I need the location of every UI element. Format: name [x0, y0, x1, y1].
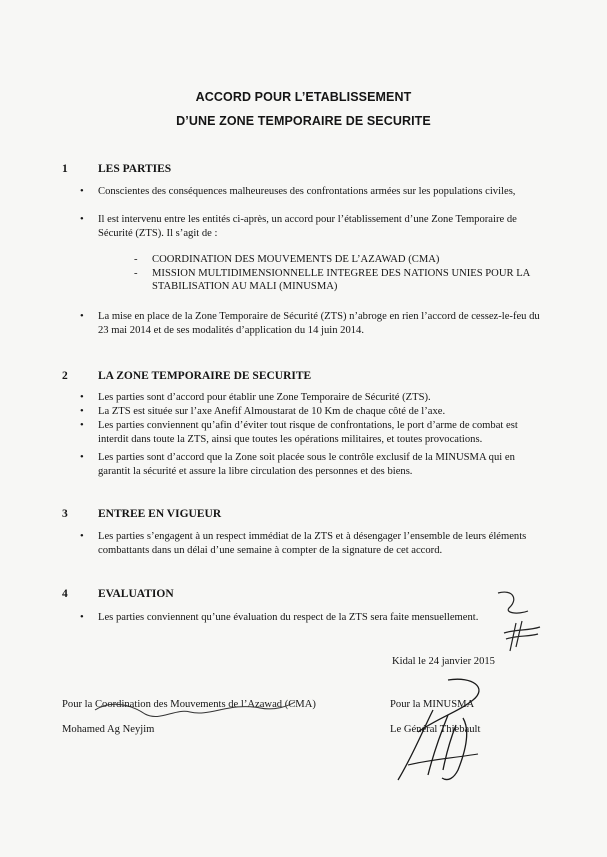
section-1-heading: LES PARTIES — [98, 163, 172, 175]
section-4-number: 4 — [62, 588, 68, 600]
place-date: Kidal le 24 janvier 2015 — [392, 656, 495, 667]
section-2-bullet-2: • La ZTS est située sur l’axe Anefif Almoustarat de 10 Km de chaque côté de l’axe. — [98, 405, 543, 419]
left-signature-mark — [90, 690, 300, 730]
section-1-bullet-2: • Il est intervenu entre les entités ci-après, un accord pour l’établissement d’une Zone Temporaire de Sécurité (ZTS). Il s’agit de : — [98, 213, 543, 241]
section-2-bullet-4: • Les parties sont d’accord que la Zone soit placée sous le contrôle exclusif de la MINUSMA qui en garantit la sécurité et assure la libre circulation des personnes et des biens. — [98, 451, 543, 479]
section-4-heading: EVALUATION — [98, 588, 174, 600]
section-4-bullet-1: • Les parties conviennent qu’une évaluation du respect de la ZTS sera faite mensuellement. — [98, 611, 543, 625]
initials-signature-mark — [488, 585, 548, 655]
section-2-heading: LA ZONE TEMPORAIRE DE SECURITE — [98, 370, 312, 382]
section-1-number: 1 — [62, 163, 68, 175]
section-2-number: 2 — [62, 370, 68, 382]
document-title-line-2: D’UNE ZONE TEMPORAIRE DE SECURITE — [176, 114, 431, 128]
section-3-bullet-1: • Les parties s’engagent à un respect immédiat de la ZTS et à désengager l’ensemble de leurs éléments combattants dans un délai d’une semaine à compter de la signature de cet accord. — [98, 530, 543, 558]
section-1-bullet-3: • La mise en place de la Zone Temporaire de Sécurité (ZTS) n’abroge en rien l’accord de cessez-le-feu du 23 mai 2014 et de ses modalités d’application du 14 juin 2014. — [98, 310, 543, 338]
section-3-number: 3 — [62, 508, 68, 520]
document-title-line-1: ACCORD POUR L’ETABLISSEMENT — [195, 90, 412, 104]
signatory-right-for: Pour la MINUSMA — [390, 699, 475, 710]
party-item-cma: - COORDINATION DES MOUVEMENTS DE L’AZAWAD (CMA) — [152, 253, 552, 266]
section-1-bullet-1: • Conscientes des conséquences malheureuses des confrontations armées sur les populations civiles, — [98, 185, 543, 199]
signatory-right-name: Le Général Thiebault — [390, 724, 481, 735]
party-item-minusma: - MISSION MULTIDIMENSIONNELLE INTEGREE DES NATIONS UNIES POUR LA STABILISATION AU MALI (MINUSMA) — [152, 267, 552, 293]
section-2-bullet-1: • Les parties sont d’accord pour établir une Zone Temporaire de Sécurité (ZTS). — [98, 391, 543, 405]
signatory-left-name: Mohamed Ag Neyjim — [62, 724, 155, 735]
right-signature-mark — [378, 670, 508, 790]
section-2-bullet-3: • Les parties conviennent qu’afin d’éviter tout risque de confrontations, le port d’arme de combat est interdit dans toute la ZTS, ainsi que toutes les opérations militaires, et toutes provocations. — [98, 419, 543, 447]
signatory-left-for: Pour la Coordination des Mouvements de l’Azawad (CMA) — [62, 699, 316, 710]
section-3-heading: ENTREE EN VIGUEUR — [98, 508, 222, 520]
